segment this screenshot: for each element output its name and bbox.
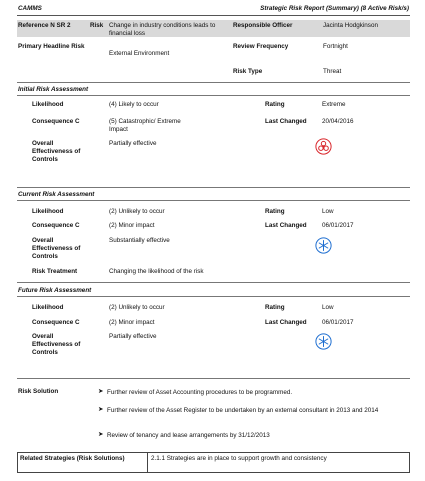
risk-type-label: Risk Type [233, 68, 263, 75]
future-likelihood-value: (2) Unlikely to occur [109, 304, 165, 311]
risk-description: Change in industry conditions leads to financial loss [109, 22, 216, 37]
future-overall-label: Overall Effectiveness of Controls [32, 333, 81, 356]
responsible-officer-value: Jacinta Hodgkinson [323, 22, 378, 29]
primary-headline-value: External Environment [109, 50, 170, 57]
column-divider [147, 453, 148, 472]
initial-rating-value: Extreme [322, 101, 346, 108]
arrow-bullet-icon: ➤ [98, 406, 104, 413]
future-rating-label: Rating [265, 304, 285, 311]
related-strategies-box [17, 452, 410, 473]
future-consequence-label: Consequence C [32, 319, 80, 326]
report-title: Strategic Risk Report (Summary) (8 Active Risk/s) [260, 5, 409, 12]
current-assessment-title: Current Risk Assessment [18, 191, 95, 198]
future-assessment-title: Future Risk Assessment [18, 287, 92, 294]
reference-label: Reference N SR 2 [18, 22, 71, 29]
risk-treatment-value: Changing the likelihood of the risk [109, 268, 204, 275]
review-frequency-value: Fortnight [323, 43, 348, 50]
initial-last-changed-value: 20/04/2016 [322, 118, 354, 125]
risk-label: Risk [90, 22, 104, 29]
initial-last-changed-label: Last Changed [265, 118, 307, 125]
current-consequence-value: (2) Minor impact [109, 222, 155, 229]
section-divider [17, 95, 410, 96]
initial-likelihood-label: Likelihood [32, 101, 64, 108]
section-divider [17, 187, 410, 188]
current-last-changed-value: 06/01/2017 [322, 222, 354, 229]
current-likelihood-value: (2) Unlikely to occur [109, 208, 165, 215]
current-overall-value: Substantially effective [109, 237, 170, 244]
section-divider [17, 282, 410, 283]
section-divider [17, 296, 410, 297]
initial-consequence-value: (5) Catastrophic/ Extreme Impact [109, 118, 181, 133]
current-last-changed-label: Last Changed [265, 222, 307, 229]
current-likelihood-label: Likelihood [32, 208, 64, 215]
risk-solution-label: Risk Solution [18, 388, 59, 395]
future-last-changed-value: 06/01/2017 [322, 319, 354, 326]
current-overall-label: Overall Effectiveness of Controls [32, 237, 81, 260]
app-name: CAMMS [18, 5, 42, 12]
future-overall-value: Partially effective [109, 333, 157, 340]
arrow-bullet-icon: ➤ [98, 388, 104, 395]
section-divider [17, 200, 410, 201]
initial-overall-value: Partially effective [109, 140, 157, 147]
risk-type-value: Threat [323, 68, 342, 75]
section-divider [17, 82, 410, 83]
blue-snowflake-risk-icon [315, 333, 332, 350]
primary-headline-label: Primary Headline Risk [18, 43, 85, 50]
initial-consequence-label: Consequence C [32, 118, 80, 125]
current-rating-label: Rating [265, 208, 285, 215]
initial-likelihood-value: (4) Likely to occur [109, 101, 159, 108]
section-divider [17, 378, 410, 379]
review-frequency-label: Review Frequency [233, 43, 289, 50]
header-rule [17, 15, 410, 16]
future-last-changed-label: Last Changed [265, 319, 307, 326]
future-likelihood-label: Likelihood [32, 304, 64, 311]
current-consequence-label: Consequence C [32, 222, 80, 229]
red-flower-risk-icon [315, 138, 332, 155]
initial-overall-label: Overall Effectiveness of Controls [32, 140, 81, 163]
current-rating-value: Low [322, 208, 334, 215]
responsible-officer-label: Responsible Officer [233, 22, 293, 29]
future-consequence-value: (2) Minor impact [109, 319, 155, 326]
related-strategies-value: 2.1.1 Strategies are in place to support growth and consistency [151, 455, 327, 462]
arrow-bullet-icon: ➤ [98, 431, 104, 438]
future-rating-value: Low [322, 304, 334, 311]
initial-assessment-title: Initial Risk Assessment [18, 86, 89, 93]
related-strategies-label: Related Strategies (Risk Solutions) [20, 455, 125, 462]
blue-snowflake-risk-icon [315, 237, 332, 254]
initial-rating-label: Rating [265, 101, 285, 108]
risk-treatment-label: Risk Treatment [32, 268, 78, 275]
